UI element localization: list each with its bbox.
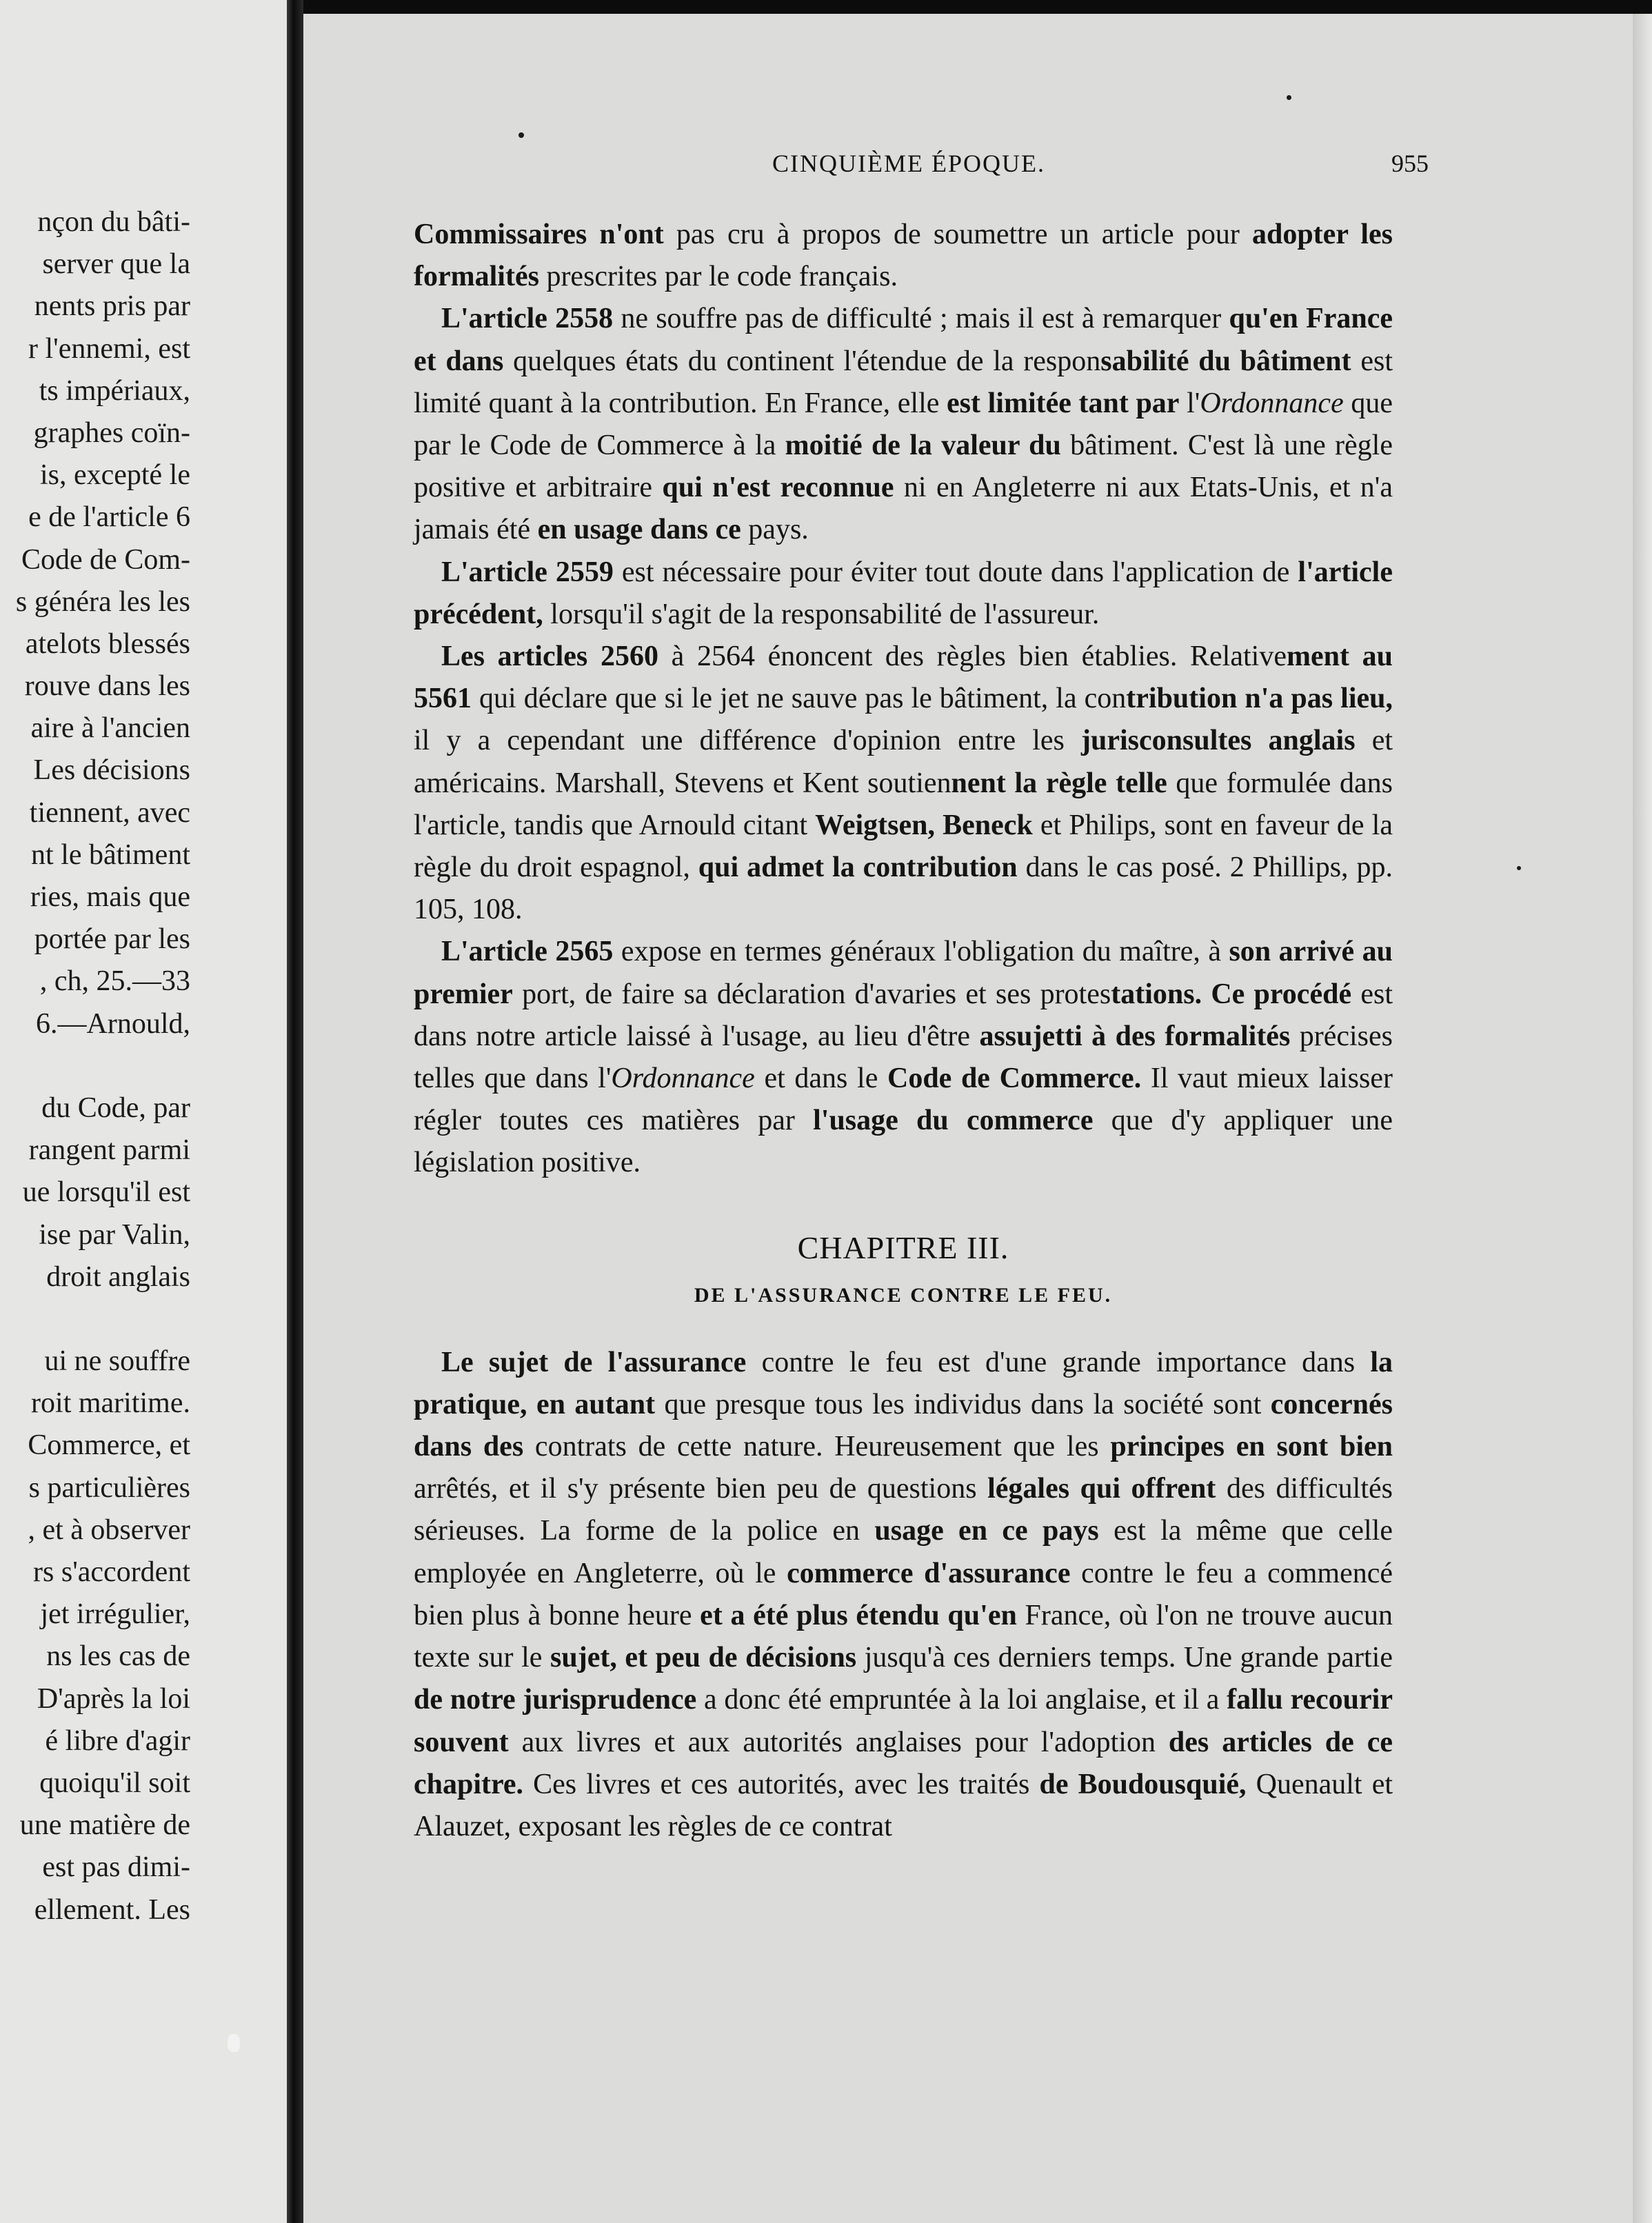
bold-lead-text: L'article 2565 [441, 936, 614, 968]
bold-lead-text: commerce d'assurance [787, 1557, 1071, 1589]
text-run: et Philips, sont en faveur de la règle du droit espagnol, [414, 809, 1393, 884]
left-page-text [0, 201, 190, 1931]
text-run: des difficultés sérieuses. La forme de la police en [414, 1473, 1393, 1547]
book-gutter [287, 0, 303, 2223]
left-page-line: , et à observer [28, 1513, 190, 1546]
bold-lead-text: son arrivé au premier [414, 936, 1393, 1010]
text-run: contre le feu est d'une grande importance dans [746, 1346, 1371, 1378]
left-page-line: is, excepté le [39, 459, 190, 492]
left-page-line: aire à l'ancien [30, 712, 190, 745]
text-run: arrêtés, et il s'y présente bien peu de questions [414, 1473, 988, 1505]
paragraph-list [414, 214, 1393, 1185]
text-run: Ces livres et ces autorités, avec les traités [523, 1768, 1040, 1800]
left-page-line: ui ne souffre [44, 1345, 190, 1378]
text-run: il y a cependant une différence d'opinion entre les [414, 725, 1082, 757]
paragraph [414, 931, 1393, 1184]
text-run: quelques états du continent l'étendue de la respon [503, 345, 1101, 377]
bold-lead-text: qui n'est reconnue [662, 472, 894, 504]
left-page-line: rs s'accordent [33, 1556, 190, 1588]
ink-speck [1517, 866, 1521, 870]
text-run: pays. [741, 514, 809, 546]
left-page-line: Code de Com- [21, 543, 190, 576]
bold-lead-text: et a été plus étendu qu'en [700, 1599, 1017, 1631]
ink-speck [1287, 95, 1291, 100]
bold-lead-text: de Boudousquié, [1039, 1768, 1247, 1800]
left-page-line [0, 1298, 190, 1340]
text-run: prescrites par le code français. [538, 261, 898, 293]
left-page-line: ns les cas de [46, 1640, 190, 1673]
page-number: 955 [1391, 150, 1429, 177]
text-run: contre le feu a commencé bien plus à bonne heure [414, 1557, 1393, 1631]
text-run: ne souffre pas de difficulté ; mais il est à remarquer [613, 303, 1229, 335]
left-page-line: ue lorsqu'il est [22, 1176, 190, 1209]
left-page-line: tiennent, avec [29, 796, 190, 829]
bold-lead-text: adopter les formalités [414, 219, 1393, 293]
text-run: est dans notre article laissé à l'usage, au lieu d'être [414, 978, 1393, 1052]
bold-lead-text: fallu recourir souvent [414, 1684, 1393, 1758]
bold-lead-text: sujet, et peu de décisions [550, 1642, 857, 1674]
left-page-line: ts impériaux, [39, 374, 190, 407]
left-page-line: est pas dimi- [42, 1851, 190, 1884]
left-page-line: nents pris par [34, 290, 190, 323]
text-run: et américains. Marshall, Stevens et Kent soutien [414, 725, 1393, 799]
paragraph [414, 1342, 1393, 1848]
bold-lead-text: tations. Ce procédé [1111, 978, 1352, 1010]
bold-lead-text: Code de Commerce. [887, 1063, 1142, 1095]
page-edge [1633, 14, 1652, 2223]
text-run: l' [1179, 387, 1200, 419]
left-page-line: e de l'article 6 [28, 501, 190, 534]
text-run: a donc été empruntée à la loi anglaise, et il a [696, 1684, 1227, 1716]
text-run: dans le cas posé. 2 Phillips, pp. 105, 108. [414, 852, 1393, 926]
left-page-line: ellement. Les [34, 1893, 190, 1926]
left-page-line: nçon du bâti- [37, 206, 190, 238]
text-run: est limité quant à la contribution. En France, elle [414, 345, 1393, 419]
text-run: qui déclare que si le jet ne sauve pas le bâtiment, la con [472, 683, 1127, 715]
bold-lead-text: tribution n'a pas lieu, [1126, 683, 1393, 715]
text-run: jusqu'à ces derniers temps. Une grande partie [856, 1642, 1393, 1674]
text-run: bâtiment. C'est là une règle positive et arbitraire [414, 430, 1393, 504]
left-page-line: roit maritime. [31, 1387, 190, 1420]
left-page-line: Commerce, et [28, 1429, 190, 1462]
left-page-line [0, 1045, 190, 1087]
bold-lead-text: principes en sont bien [1110, 1431, 1393, 1463]
text-run: pas cru à propos de soumettre un article pour [663, 219, 1252, 250]
left-page [0, 0, 287, 2223]
paragraph [414, 636, 1393, 931]
paragraph [414, 552, 1393, 636]
bold-lead-text: légales qui offrent [987, 1473, 1216, 1505]
left-page-line: é libre d'agir [45, 1724, 190, 1757]
text-run: France, où l'on ne trouve aucun texte sur le [414, 1599, 1393, 1674]
bold-lead-text: qu'en France et dans [414, 303, 1393, 377]
bold-lead-text: Les articles 2560 [441, 641, 658, 673]
text-run: lorsqu'il s'agit de la responsabilité de l'assureur. [543, 598, 1100, 630]
left-page-line: r l'ennemi, est [28, 332, 190, 365]
ink-speck [228, 2034, 240, 2052]
text-run: ni en Angleterre ni aux Etats-Unis, et n'a jamais été [414, 472, 1393, 546]
bold-lead-text: usage en ce pays [874, 1515, 1099, 1547]
text-run: Il vaut mieux laisser régler toutes ces matières par [414, 1063, 1393, 1137]
bold-lead-text: nent la règle telle [951, 767, 1167, 799]
bold-lead-text: ment au 5561 [414, 641, 1393, 715]
text-run: est nécessaire pour éviter tout doute dans l'application de [613, 556, 1298, 588]
bold-lead-text: de notre jurisprudence [414, 1684, 697, 1716]
text-run: que par le Code de Commerce à la [414, 387, 1393, 462]
left-page-line: s généra les les [15, 585, 190, 618]
chapter-body [414, 1342, 1393, 1848]
bold-lead-text: Weigtsen, Beneck [815, 809, 1033, 841]
italic-text: Ordonnance [1200, 387, 1344, 419]
text-run: aux livres et aux autorités anglaises pour l'adoption [508, 1726, 1169, 1758]
left-page-line: rangent parmi [28, 1134, 190, 1167]
paragraph [414, 298, 1393, 551]
italic-text: Ordonnance [611, 1063, 755, 1095]
left-page-line: une matière de [19, 1809, 190, 1842]
text-run: port, de faire sa déclaration d'avaries et ses protes [512, 978, 1111, 1010]
bold-lead-text: sabilité du bâtiment [1100, 345, 1351, 377]
left-page-line: , ch, 25.—33 [39, 965, 190, 998]
text-run: et dans le [754, 1063, 887, 1095]
left-page-line: atelots blessés [25, 627, 190, 660]
text-run: Quenault et Alauzet, exposant les règles de ce contrat [414, 1768, 1393, 1842]
chapter-subtitle: DE L'ASSURANCE CONTRE LE FEU. [694, 1283, 1113, 1307]
text-run: est la même que celle employée en Angleterre, où le [414, 1515, 1393, 1589]
bold-lead-text: la pratique, en autant [414, 1346, 1393, 1420]
left-page-line: server que la [42, 248, 190, 281]
left-page-line: portée par les [34, 923, 190, 956]
left-page-line: droit anglais [46, 1260, 190, 1293]
bold-lead-text: assujetti à des formalités [979, 1020, 1291, 1052]
bold-lead-text: moitié de la valeur du [785, 430, 1061, 462]
left-page-line: rouve dans les [24, 670, 190, 703]
running-title: CINQUIÈME ÉPOQUE. [772, 150, 1045, 177]
text-run: que formulée dans l'article, tandis que Arnould citant [414, 767, 1393, 841]
left-page-line: 6.—Arnould, [36, 1007, 190, 1040]
bold-lead-text: L'article 2559 [441, 556, 614, 588]
bold-lead-text: L'article 2558 [441, 303, 614, 335]
left-page-line: nt le bâtiment [31, 838, 190, 871]
left-page-line: du Code, par [41, 1092, 190, 1124]
left-page-line: graphes coïn- [33, 416, 190, 449]
bold-lead-text: Le sujet de l'assurance [441, 1346, 747, 1378]
text-run: expose en termes généraux l'obligation du maître, à [613, 936, 1229, 968]
left-page-line: ries, mais que [30, 881, 190, 913]
left-page-line: jet irrégulier, [40, 1598, 190, 1631]
bold-lead-text: en usage dans ce [537, 514, 741, 546]
left-page-line: s particulières [28, 1471, 190, 1504]
text-run: à 2564 énoncent des règles bien établies. Relative [658, 641, 1287, 673]
text-run: contrats de cette nature. Heureusement que les [523, 1431, 1111, 1463]
bold-lead-text: est limitée tant par [947, 387, 1180, 419]
text-run: précises telles que dans l' [414, 1020, 1393, 1095]
paragraph [414, 214, 1393, 298]
right-page [303, 14, 1652, 2223]
bold-lead-text: des articles de ce chapitre. [414, 1726, 1393, 1800]
ink-speck [518, 132, 524, 138]
left-page-line: quoiqu'il soit [39, 1767, 190, 1799]
left-page-line: Les décisions [33, 754, 190, 787]
text-run: que presque tous les individus dans la société sont [655, 1388, 1271, 1420]
main-text [414, 214, 1393, 1848]
left-page-line: D'après la loi [37, 1682, 190, 1715]
bold-lead-text: concernés dans des [414, 1388, 1393, 1463]
bold-lead-text: qui admet la contribution [698, 852, 1018, 884]
bold-lead-text: l'usage du commerce [813, 1105, 1094, 1137]
bold-lead-text: jurisconsultes anglais [1081, 725, 1356, 757]
left-page-line: ise par Valin, [39, 1218, 190, 1251]
text-run: que d'y appliquer une législation positive. [414, 1105, 1393, 1179]
bold-lead-text: Commissaires n'ont [414, 219, 664, 250]
bold-lead-text: l'article précédent, [414, 556, 1393, 630]
chapter-title: CHAPITRE III. [797, 1229, 1009, 1265]
